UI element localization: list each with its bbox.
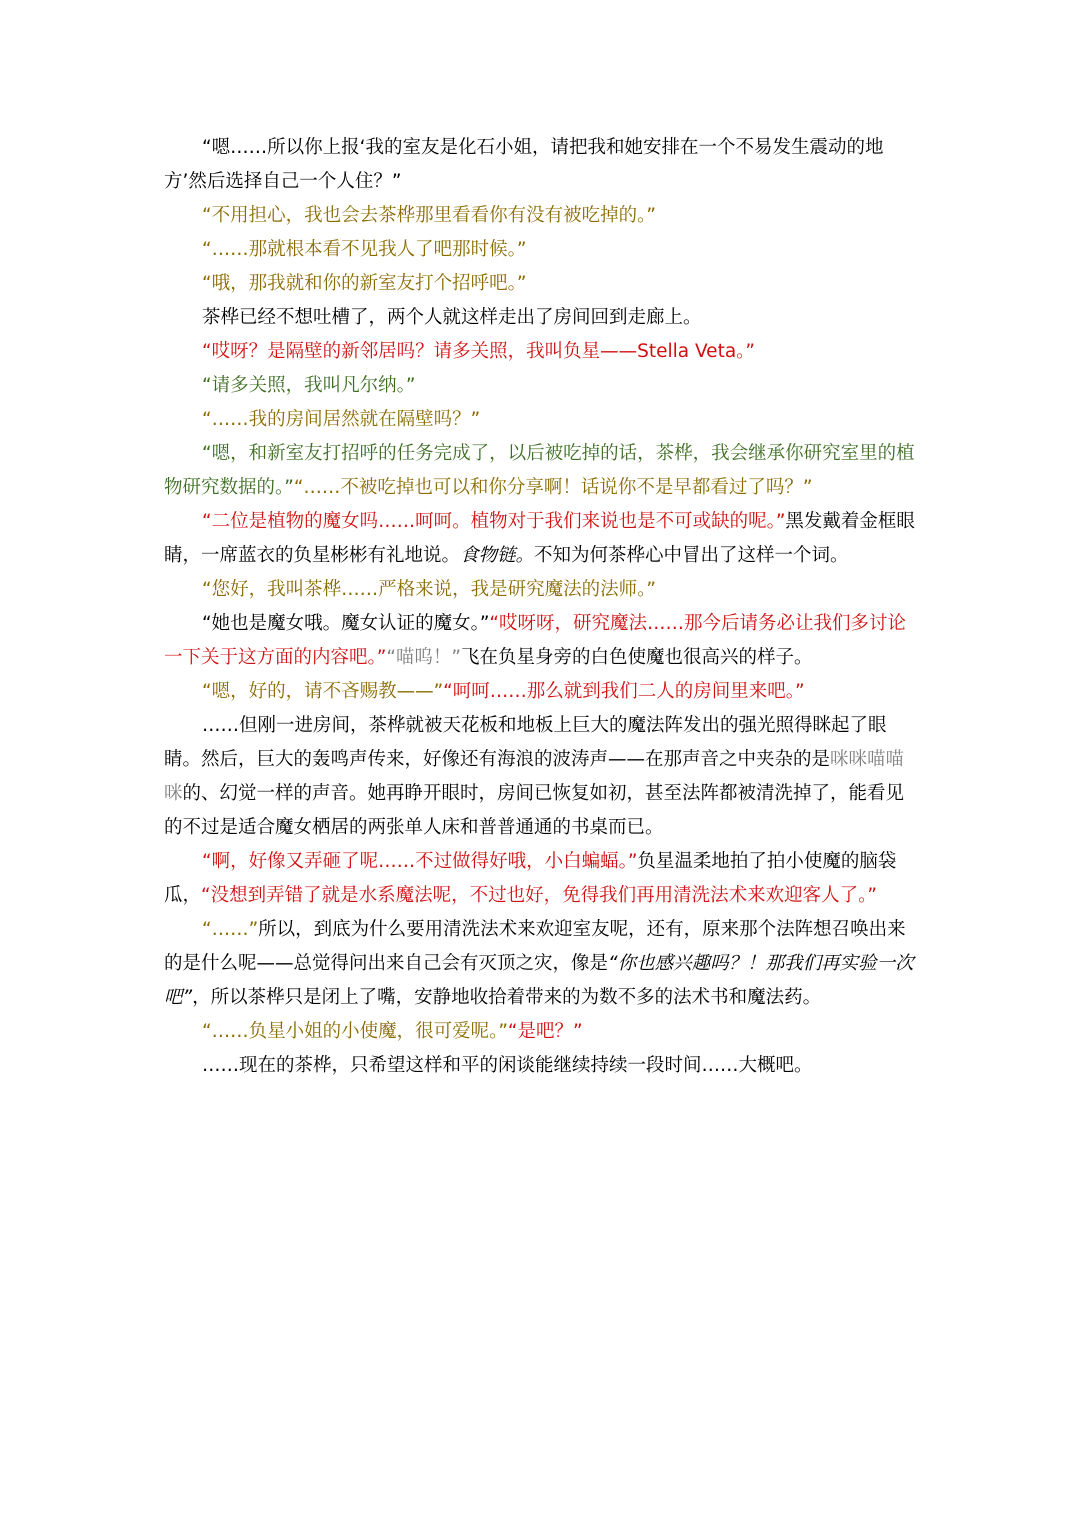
paragraph-5: 茶桦已经不想吐槽了，两个人就这样走出了房间回到走廊上。 bbox=[202, 307, 702, 328]
paragraph-1: “嗯……所以你上报‘我的室友是化石小姐，请把我和她安排在一个不易发生震动的地方’然后选择自己一个人住？” bbox=[164, 137, 884, 192]
narration: ，所以茶桦只是闭上了嘴，安静地收拾着带来的为数不多的法术书和魔法药。 bbox=[192, 987, 822, 1008]
paragraph-9 bbox=[164, 437, 920, 505]
dialogue-fuxing: “是吧？” bbox=[507, 1021, 583, 1042]
paragraph-15 bbox=[164, 845, 920, 913]
familiar-sound: “喵呜！” bbox=[386, 647, 462, 668]
paragraph-10 bbox=[164, 505, 920, 573]
narration: 黑发戴着金框眼睛，一席蓝衣的负星彬彬有礼地说。 bbox=[164, 511, 915, 566]
narration: 的、幻觉一样的声音。她再睁开眼时，房间已恢复如初，甚至法阵都被清洗掉了，能看见的不过是适合魔女栖居的两张单人床和普普通通的书桌而已。 bbox=[164, 783, 905, 838]
narration: ……但刚一进房间，茶桦就被天花板和地板上巨大的魔法阵发出的强光照得眯起了眼睛。然后，巨大的轰鸣声传来，好像还有海浪的波涛声——在那声音之中夹杂的是 bbox=[164, 715, 887, 770]
paragraph-7: “请多关照，我叫凡尔纳。” bbox=[202, 375, 416, 396]
dialogue-chahua: “……” bbox=[202, 919, 259, 940]
paragraph-8: “……我的房间居然就在隔壁吗？” bbox=[202, 409, 481, 430]
dialogue-verne: “她也是魔女哦。魔女认证的魔女。” bbox=[202, 613, 490, 634]
paragraph-17 bbox=[164, 1015, 920, 1049]
italic-thought: 食物链。 bbox=[460, 545, 535, 566]
dialogue-fuxing: “二位是植物的魔女吗……呵呵。植物对于我们来说也是不可或缺的呢。” bbox=[202, 511, 786, 532]
paragraph-4: “哦，那我就和你的新室友打个招呼吧。” bbox=[202, 273, 527, 294]
narration: 飞在负星身旁的白色使魔也很高兴的样子。 bbox=[461, 647, 813, 668]
dialogue-fuxing: “没想到弄错了就是水系魔法呢，不过也好，免得我们再用清洗法术来欢迎客人了。” bbox=[201, 885, 877, 906]
dialogue-chahua: “嗯，好的，请不吝赐教——” bbox=[202, 681, 444, 702]
paragraph-6: “哎呀？是隔壁的新邻居吗？请多关照，我叫负星——Stella Veta。” bbox=[202, 341, 755, 362]
narration: 不知为何茶桦心中冒出了这样一个词。 bbox=[534, 545, 849, 566]
italic-imagined-line: “你也感兴趣吗？！那我们再实验一次吧” bbox=[164, 953, 914, 1008]
document-page bbox=[164, 131, 920, 1083]
narration: 负星温柔地拍了拍小使魔的脑袋瓜， bbox=[164, 851, 897, 906]
paragraph-18: ……现在的茶桦，只希望这样和平的闲谈能继续持续一段时间……大概吧。 bbox=[202, 1055, 813, 1076]
dialogue-fuxing: “哎呀呀，研究魔法……那今后请务必让我们多讨论一下关于这方面的内容吧。” bbox=[164, 613, 907, 668]
paragraph-11: “您好，我叫茶桦……严格来说，我是研究魔法的法师。” bbox=[202, 579, 656, 600]
paragraph-3: “……那就根本看不见我人了吧那时候。” bbox=[202, 239, 527, 260]
paragraph-14 bbox=[164, 709, 920, 845]
dialogue-fuxing: “呵呵……那么就到我们二人的房间里来吧。” bbox=[443, 681, 805, 702]
paragraph-2: “不用担心，我也会去茶桦那里看看你有没有被吃掉的。” bbox=[202, 205, 656, 226]
dialogue-chahua: “……负星小姐的小使魔，很可爱呢。” bbox=[202, 1021, 508, 1042]
narration: 所以，到底为什么要用清洗法术来欢迎室友呢，还有，原来那个法阵想召唤出来的是什么呢——总觉得问出来自己会有灭顶之灾，像是 bbox=[164, 919, 906, 974]
paragraph-13 bbox=[164, 675, 920, 709]
dialogue-verne: “嗯，和新室友打招呼的任务完成了，以后被吃掉的话，茶桦，我会继承你研究室里的植物研究数据的。” bbox=[164, 443, 915, 498]
paragraph-16 bbox=[164, 913, 920, 1015]
dialogue-fuxing: “啊，好像又弄砸了呢……不过做得好哦，小白蝙蝠。” bbox=[202, 851, 638, 872]
familiar-sound: 咪咪喵喵咪 bbox=[164, 749, 905, 804]
paragraph-12 bbox=[164, 607, 920, 675]
dialogue-chahua: “……不被吃掉也可以和你分享啊！话说你不是早都看过了吗？” bbox=[293, 477, 813, 498]
